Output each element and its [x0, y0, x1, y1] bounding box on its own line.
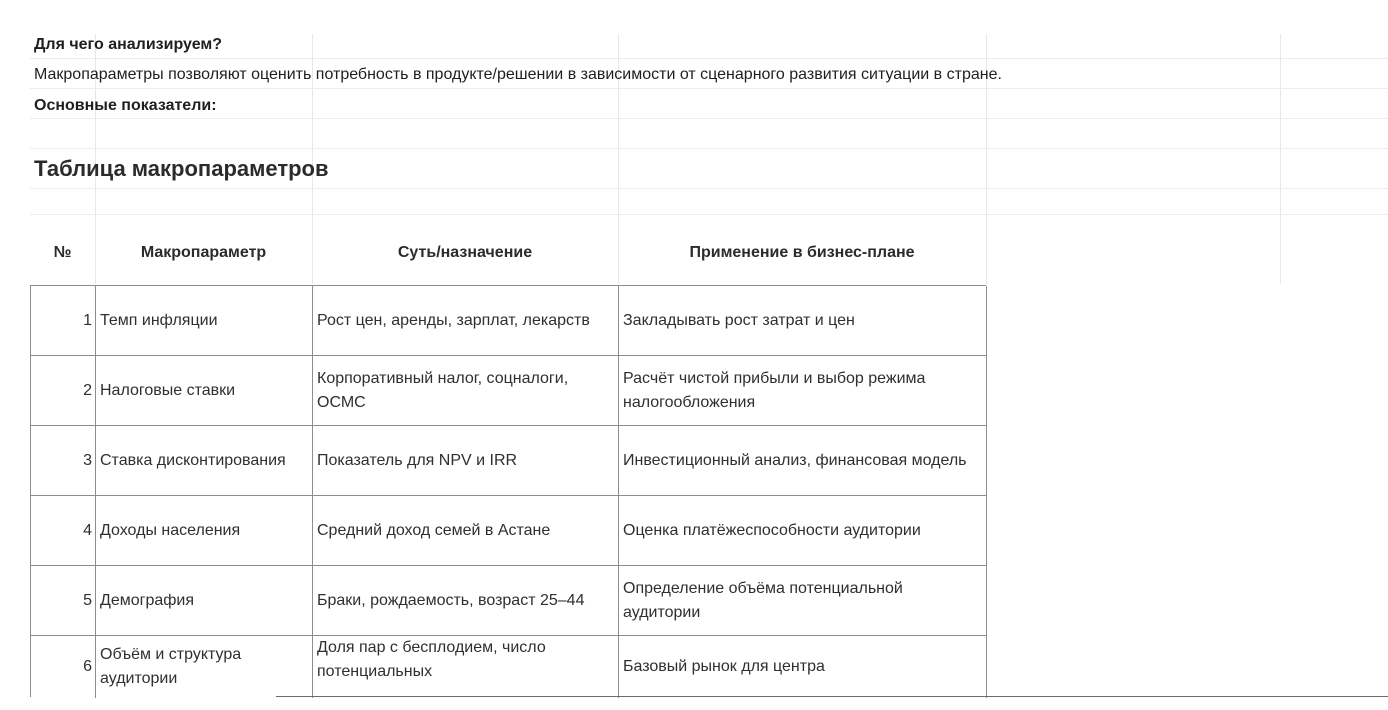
grid-row-line — [30, 214, 1388, 215]
table-row — [31, 636, 987, 698]
analysis-description: Макропараметры позволяют оценить потребность в продукте/решении в зависимости от сценарного развития ситуации в стране. — [34, 66, 1002, 83]
application-cell: Закладывать рост затрат и цен — [619, 286, 987, 356]
macroparameter-cell: Темп инфляции — [96, 286, 313, 356]
column-header-number: № — [53, 244, 72, 261]
row-number-cell: 6 — [31, 636, 96, 698]
table-row — [31, 566, 987, 636]
table-row — [31, 356, 987, 426]
table-row — [31, 426, 987, 496]
essence-cell: Корпоративный налог, соцналоги, ОСМС — [313, 356, 619, 426]
main-indicators-heading: Основные показатели: — [34, 97, 217, 114]
essence-cell: Показатель для NPV и IRR — [313, 426, 619, 496]
grid-row-line — [30, 88, 1388, 89]
analysis-purpose-heading: Для чего анализируем? — [34, 36, 222, 53]
grid-row-line — [30, 188, 1388, 189]
essence-cell: Рост цен, аренды, зарплат, лекарств — [313, 286, 619, 356]
table-row — [31, 286, 987, 356]
application-cell: Инвестиционный анализ, финансовая модель — [619, 426, 987, 496]
application-cell: Оценка платёжеспособности аудитории — [619, 496, 987, 566]
row-number-cell: 2 — [31, 356, 96, 426]
row-number-cell: 1 — [31, 286, 96, 356]
row-number-cell: 5 — [31, 566, 96, 636]
application-cell: Базовый рынок для центра — [619, 636, 987, 698]
macroparameters-table — [30, 285, 986, 697]
essence-cell: Браки, рождаемость, возраст 25–44 — [313, 566, 619, 636]
application-cell: Расчёт чистой прибыли и выбор режима налогообложения — [619, 356, 987, 426]
grid-row-line — [30, 148, 1388, 149]
grid-row-line — [30, 58, 1388, 59]
macroparameter-cell: Объём и структура аудитории — [96, 636, 313, 698]
grid-row-line — [30, 118, 1388, 119]
row-number-cell: 4 — [31, 496, 96, 566]
column-header-application: Применение в бизнес-плане — [689, 244, 915, 261]
column-header-essence: Суть/назначение — [397, 244, 533, 261]
table-bottom-border — [276, 696, 1388, 697]
macroparameter-cell: Демография — [96, 566, 313, 636]
macroparameter-cell: Налоговые ставки — [96, 356, 313, 426]
table-title: Таблица макропараметров — [34, 156, 329, 181]
macroparameter-cell: Ставка дисконтирования — [96, 426, 313, 496]
application-cell: Определение объёма потенциальной аудитории — [619, 566, 987, 636]
table-row — [31, 496, 987, 566]
column-header-parameter: Макропараметр — [140, 244, 267, 261]
essence-cell: Доля пар с бесплодием, число потенциальных — [313, 636, 619, 698]
macroparameter-cell: Доходы населения — [96, 496, 313, 566]
row-number-cell: 3 — [31, 426, 96, 496]
essence-cell: Средний доход семей в Астане — [313, 496, 619, 566]
grid-column-line — [1280, 34, 1281, 284]
